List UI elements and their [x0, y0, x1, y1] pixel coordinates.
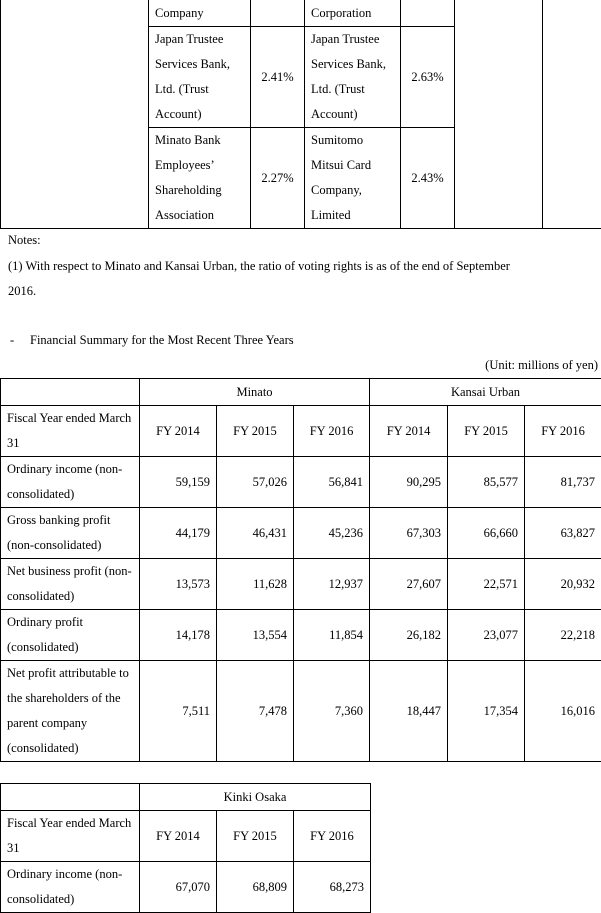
shareholder-ratio: 2.27% — [251, 128, 305, 229]
value-cell: 57,026 — [217, 457, 294, 508]
table-row — [1, 661, 601, 762]
value-cell: 13,573 — [140, 559, 217, 610]
value-cell: 22,571 — [448, 559, 525, 610]
fiscal-year-label: Fiscal Year ended March 31 — [1, 811, 140, 862]
year-header: FY 2016 — [525, 406, 601, 457]
fiscal-year-label: Fiscal Year ended March 31 — [1, 406, 140, 457]
value-cell: 44,179 — [140, 508, 217, 559]
value-cell: 11,628 — [217, 559, 294, 610]
table-row — [1, 610, 601, 661]
year-header: FY 2014 — [140, 406, 217, 457]
value-cell: 45,236 — [294, 508, 370, 559]
value-cell: 81,737 — [525, 457, 601, 508]
year-header: FY 2015 — [448, 406, 525, 457]
value-cell: 7,478 — [217, 661, 294, 762]
header-cell-left: Company — [149, 0, 251, 27]
table-row — [1, 784, 371, 811]
empty-cell — [1, 379, 140, 406]
value-cell: 59,159 — [140, 457, 217, 508]
value-cell: 56,841 — [294, 457, 370, 508]
value-cell: 12,937 — [294, 559, 370, 610]
empty-cell — [543, 0, 601, 229]
row-label: Gross banking profit (non-consolidated) — [1, 508, 140, 559]
row-label: Ordinary income (non-consolidated) — [1, 457, 140, 508]
value-cell: 67,303 — [370, 508, 448, 559]
value-cell: 63,827 — [525, 508, 601, 559]
value-cell: 27,607 — [370, 559, 448, 610]
value-cell: 17,354 — [448, 661, 525, 762]
notes-line: 2016. — [8, 284, 36, 299]
year-header: FY 2016 — [294, 406, 370, 457]
shareholder-name: Japan Trustee Services Bank, Ltd. (Trust Account) — [149, 27, 251, 128]
table-row — [1, 811, 371, 862]
value-cell: 23,077 — [448, 610, 525, 661]
header-cell-right: Corporation — [305, 0, 401, 27]
shareholder-ratio: 2.43% — [401, 128, 455, 229]
table-row — [1, 406, 601, 457]
value-cell: 85,577 — [448, 457, 525, 508]
row-label: Net profit attributable to the shareholders of the parent company (consolidated) — [1, 661, 140, 762]
notes-heading: Notes: — [8, 233, 41, 248]
value-cell: 22,218 — [525, 610, 601, 661]
notes-line: (1) With respect to Minato and Kansai Urban, the ratio of voting rights is as of the end of September — [8, 259, 510, 274]
row-label: Net business profit (non-consolidated) — [1, 559, 140, 610]
value-cell: 26,182 — [370, 610, 448, 661]
empty-cell — [401, 0, 455, 27]
empty-cell — [455, 0, 543, 229]
value-cell: 68,273 — [294, 862, 371, 913]
value-cell: 20,932 — [525, 559, 601, 610]
value-cell: 68,809 — [217, 862, 294, 913]
year-header: FY 2014 — [140, 811, 217, 862]
major-shareholders-table — [0, 0, 601, 229]
empty-cell — [251, 0, 305, 27]
shareholder-ratio: 2.41% — [251, 27, 305, 128]
value-cell: 14,178 — [140, 610, 217, 661]
financial-summary-table — [0, 378, 601, 762]
value-cell: 11,854 — [294, 610, 370, 661]
year-header: FY 2015 — [217, 406, 294, 457]
section-bullet: - — [10, 333, 14, 348]
value-cell: 66,660 — [448, 508, 525, 559]
table-row — [1, 508, 601, 559]
year-header: FY 2016 — [294, 811, 371, 862]
table-row — [1, 862, 371, 913]
value-cell: 90,295 — [370, 457, 448, 508]
shareholder-name: Minato Bank Employees’ Shareholding Association — [149, 128, 251, 229]
shareholder-ratio: 2.63% — [401, 27, 455, 128]
table-row — [1, 379, 601, 406]
unit-label: (Unit: millions of yen) — [485, 358, 598, 373]
table-row — [1, 0, 601, 27]
row-label: Ordinary income (non-consolidated) — [1, 862, 140, 913]
table-row — [1, 559, 601, 610]
empty-cell — [1, 784, 140, 811]
value-cell: 67,070 — [140, 862, 217, 913]
value-cell: 7,360 — [294, 661, 370, 762]
row-label: Ordinary profit (consolidated) — [1, 610, 140, 661]
shareholder-name: Japan Trustee Services Bank, Ltd. (Trust Account) — [305, 27, 401, 128]
table-row — [1, 457, 601, 508]
section-title: Financial Summary for the Most Recent Three Years — [30, 333, 294, 348]
value-cell: 13,554 — [217, 610, 294, 661]
value-cell: 16,016 — [525, 661, 601, 762]
group-header-minato: Minato — [140, 379, 370, 406]
group-header-kansai-urban: Kansai Urban — [370, 379, 601, 406]
empty-cell — [1, 0, 149, 229]
year-header: FY 2014 — [370, 406, 448, 457]
value-cell: 7,511 — [140, 661, 217, 762]
shareholder-name: Sumitomo Mitsui Card Company, Limited — [305, 128, 401, 229]
value-cell: 46,431 — [217, 508, 294, 559]
year-header: FY 2015 — [217, 811, 294, 862]
group-header-kinki-osaka: Kinki Osaka — [140, 784, 371, 811]
kinki-osaka-table — [0, 783, 371, 913]
value-cell: 18,447 — [370, 661, 448, 762]
